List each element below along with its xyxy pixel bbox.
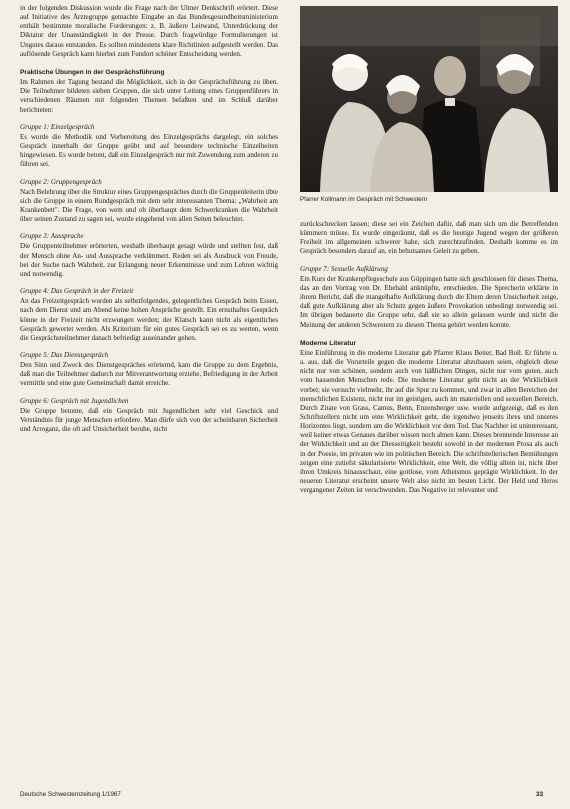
group5-paragraph: Den Sinn und Zweck des Dienstgespräches erörternd, kam die Gruppe zu dem Ergebnis, daß man die Teilnehmer dadurch zur Mitverantwortung erziehe, Befriedigung in der Arbeit vermittle und eine gute Gemeinschaft damit erreiche. [20,361,278,388]
left-column [20,4,278,434]
page-number: 33 [536,791,544,798]
group3-heading: Gruppe 3: Aussprache [20,232,84,241]
section-heading-literature: Moderne Literatur [300,339,357,347]
group7-heading: Gruppe 7: Sexuelle Aufklärung [300,264,388,273]
group7-paragraph: Ein Kurs der Krankenpflegeschule aus Göppingen hatte sich geschlossen für dieses Thema, das an den Vortrag von Dr. Ehebald anknüpfte, entschieden. Die Sprecherin erklärte in ihrem Bericht, daß die mangelhafte Aufklärung durch die Eltern deren Unsicherheit zeige, daß gute Aufklärung aber als Schutz gegen äußere Provokation unbedingt notwendig sei. Im übrigen bedauerte die Gruppe sehr, daß sie so allein gelassen wurde und nicht die Meinung der anderen Schwestern zu diesem Thema gehört werden konnte. [300,274,558,329]
continued-paragraph: zurückschrecken lassen; diese sei ein Zeichen dafür, daß man sich um die Betreffenden kümmern müsse. Es wurde eingeräumt, daß es die heutige Jugend wegen der größeren Freiheit im allgemeinen schwerer habe, sich zurechtzufinden. Deshalb komme es im Gespräch besonders darauf an, ein behutsames Geleit zu geben. [300,220,558,256]
group6-heading: Gruppe 6: Gespräch mit Jugendlichen [20,396,129,405]
group5-heading: Gruppe 5: Das Dienstgespräch [20,351,109,359]
right-column [300,220,558,495]
group1-paragraph: Es wurde die Methodik und Vorbereitung des Einzelgesprächs dargelegt, ein solches Gespräch innerhalb der Gruppe geübt und auf besondere technische Einzelheiten hingewiesen. Es wurde betont, daß ein Einzelgespräch nur mit Zuwendung zum anderen zu führen sei. [20,132,278,169]
group2-heading: Gruppe 2: Gruppengespräch [20,177,102,186]
group3-paragraph: Die Gruppenteilnehmer erörterten, weshalb überhaupt gesagt würde und stellten fest, daß der Mensch ohne An- und Aussprache verkümmert. Reden sei als Ausdruck von Freude, bei der Suche nach Wahrheit, zur Erlangung neuer Erkenntnisse und zum Lehren wichtig und notwendig. [20,242,278,278]
group4-paragraph: An das Freizeitgespräch wurden als selbstfolgendes, gelegentliches Gespräch beim Essen, nach dem Dienst und am Abend keine hohen Ansprüche gestellt. Ein ernsthaftes Gespräch könne in der Freizeit nicht erzwungen werden; der Klatsch kann nicht als eigentliches Gespräch gewertet werden. Als Kriterium für ein gutes Gespräch sei es zu werten, wenn die Gesprächsteilnehmer danach befriedigt auseinander gehen. [20,297,278,342]
photo-caption: Pfarrer Kollmann im Gespräch mit Schwestern [300,196,428,203]
group2-paragraph: Nach Belehrung über die Struktur eines Gruppengespräches durch die Gruppenleiterin übte sich die Gruppe in einem Rundgespräch mit dem sehr interessanten Thema: „Wahrheit am Krankenbett". Die Frage, von wem und ob überhaupt dem Schwerkranken die Wahrheit über seinen Zustand zu sagen sei, wurde eingehend von allen Seiten beleuchtet. [20,187,278,224]
section-heading-practice: Praktische Übungen in der Gesprächsführung [20,68,165,76]
photo-pastor-with-nurses [300,6,558,192]
section-paragraph-practice: Im Rahmen der Tagung bestand die Möglichkeit, sich in der Gesprächsführung zu üben. Die Teilnehmer bildeten sieben Gruppen, die sich unter Leitung eines Gruppenführers in verschiedenen Räumen mit folgenden Themen befaßten und im Schluß darüber berichteten: [20,78,278,114]
group4-heading: Gruppe 4: Das Gespräch in der Freizeit [20,287,134,296]
photo-illustration [300,6,558,192]
group6-paragraph: Die Gruppe betonte, daß ein Gespräch mit Jugendlichen sehr viel Geschick und Verständnis für junge Menschen erfordere. Man dürfe sich von der scheinbaren Sicherheit und Arroganz, die oft auf Unsicherheit beruhe, nicht [20,406,278,434]
section-paragraph-literature: Eine Einführung in die moderne Literatur gab Pfarrer Klaus Beiter, Bad Boll. Er führte u. a. aus, daß die Vorurteile gegen die moderne Literatur abzubauen seien, obgleich diese nicht nur von schönen, sondern auch von häßlichen Dingen, nicht nur vom guten, auch vom hassenden Menschen rede. Die moderne Literatur geht nicht an der Wirklichkeit vorbei; sie versucht vielmehr, ihr auf die Spur zu kommen, und zwar in allen Bereichen der menschlichen Existenz, nicht nur im geistigen, auch im materiellen und sexuellen Bereich. Durch Zitate von Grass, Camus, Benn, Enzensberger usw. wurde aufgezeigt, daß es den Schriftstellern nicht um eine Wirklichkeit geht, die irgendwo jenseits ihres und unseres Horizontes liegt, sondern um die Wirklichkeit vor dem Tod. Das Nachher ist uninteressant, weil keiner etwas Genaues darüber wissen noch ahnen kann. Dieses brennende Interesse an der Wirklichkeit und an der Diesseitigkeit besteht sowohl in der modernen Prosa als auch in der Poesie, im privaten wie im politischen Bereich. Die schriftstellerischen Bemühungen zeigen eine zutiefst säkularisierte Wirklichkeit, eine Welt, die völlig allein ist, nicht über ihren Umkreis hinausschaut, eine gottlose, vom Atheismus geprägte Wirklichkeit. In der neueren Literatur erscheint unsere Welt also nicht im besten Licht. Der Held und Heros vergangener Zeiten ist verschwunden. Das Negative ist relevanter und [300,348,558,495]
journal-footer: Deutsche Schwesternzeitung 1/1967 [20,791,121,798]
intro-paragraph: in der folgenden Diskussion wurde die Frage nach der Ulmer Denkschrift erörtert. Diese auf Initiative des Ärztegruppe gemachte Eingabe an das Bundesgesundheitsministerium enthält bestimmte moralische Forderungen: z. B. äußere Leitwand, Unterdrückung der Diktatur der Unanständigkeit in der Presse. Durch fragwürdige Formulierungen ist Ungutes daraus entstanden. Es sollten mindestens klare Richtlinien aufgestellt werden. Das auflösende Gespräch kann hierbei zum Fundort schöner Entscheidung werden. [20,4,278,58]
group1-heading: Gruppe 1: Einzelgespräch [20,122,95,131]
